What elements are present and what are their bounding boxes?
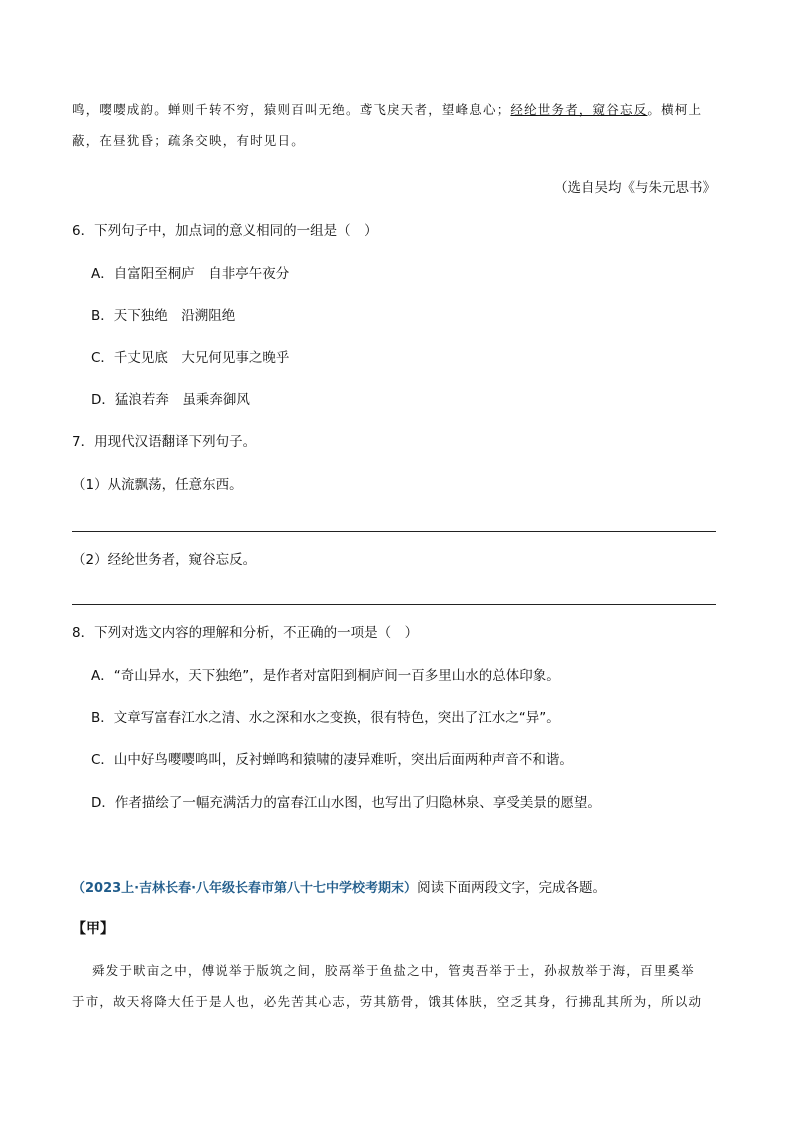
q8-option-b: B．文章写富春江水之清、水之深和水之变换，很有特色，突出了江水之“异”。: [91, 710, 560, 726]
q6-option-b: B．天下独绝 沿溯阻绝: [91, 308, 236, 324]
passage-line-1: [72, 101, 702, 119]
question-6-stem: 6．下列句子中，加点词的意义相同的一组是（ ）: [72, 223, 378, 239]
exam-source-label: （2023上·吉林长春·八年级长春市第八十七中学校考期末）: [72, 881, 418, 896]
question-8-stem: 8．下列对选文内容的理解和分析，不正确的一项是（ ）: [72, 625, 419, 641]
passage-jia-label: 【甲】: [72, 921, 114, 937]
q8-option-a: A．“奇山异水，天下独绝”，是作者对富阳到桐庐间一百多里山水的总体印象。: [91, 668, 560, 684]
question-7-stem: 7．用现代汉语翻译下列句子。: [72, 434, 257, 450]
underlined-sentence: 经纶世务者，窥谷忘反: [510, 102, 648, 117]
answer-line-2[interactable]: [72, 604, 716, 605]
q7-sub-1: （1）从流飘荡，任意东西。: [72, 477, 243, 493]
section-instruction: 阅读下面两段文字，完成各题。: [417, 880, 607, 896]
section-2-header: [72, 876, 606, 896]
q8-option-d: D．作者描绘了一幅充满活力的富春江山水图，也写出了归隐林泉、享受美景的愿望。: [91, 795, 601, 811]
passage-line-2: 蔽，在昼犹昏；疏条交映，有时见日。: [72, 133, 305, 148]
q6-option-c: C．千丈见底 大兄何见事之晚乎: [91, 350, 290, 366]
passage-text: 。横柯上: [647, 102, 703, 117]
passage-jia-line-2: 于市，故天将降大任于是人也，必先苦其心志，劳其筋骨，饿其体肤，空乏其身，行拂乱其所为，所以动: [72, 994, 703, 1009]
q7-sub-2: （2）经纶世务者，窥谷忘反。: [72, 552, 257, 568]
passage-source: （选自吴均《与朱元思书》: [554, 180, 716, 196]
q8-option-c: C．山中好鸟嘤嘤鸣叫，反衬蝉鸣和猿啸的凄异难听，突出后面两种声音不和谐。: [91, 752, 573, 768]
q6-option-d: D．猛浪若奔 虽乘奔御风: [91, 392, 250, 408]
passage-text: 鸣，嘤嘤成韵。蝉则千转不穷，猿则百叫无绝。鸢飞戾天者，望峰息心；: [72, 102, 511, 117]
q6-option-a: A．自富阳至桐庐 自非亭午夜分: [91, 266, 290, 282]
passage-jia-line-1: 舜发于畎亩之中，傅说举于版筑之间，胶鬲举于鱼盐之中，管夷吾举于士，孙叔敖举于海，百里奚举: [92, 963, 695, 978]
answer-line-1[interactable]: [72, 531, 716, 532]
